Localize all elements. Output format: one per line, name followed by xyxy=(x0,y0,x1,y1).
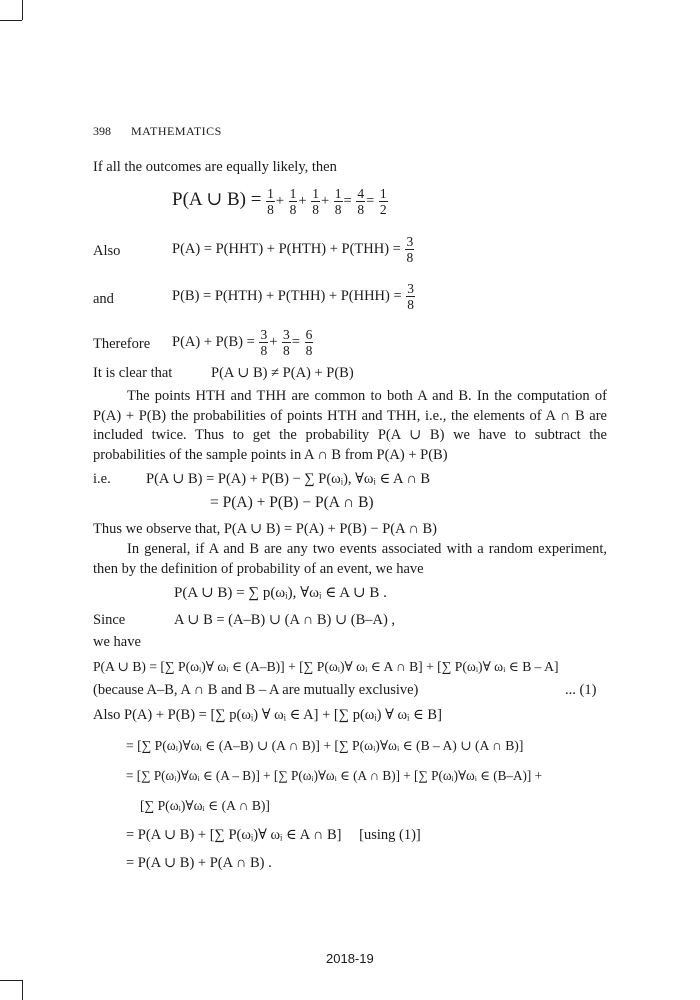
equation-1: P(A ∪ B) = $\frac{1}{8}$ + $\frac{1}{8}$ + $\frac{1}{8}$ + $\frac{1}{8}$ = $\frac{4}{8}$ = $\frac{1}{2}$ xyxy=(172,186,387,217)
also-label: Also xyxy=(93,243,121,259)
crop-mark-bottom-left-v xyxy=(22,980,23,1000)
therefore-equation: P(A) + P(B) = $\frac{3}{8}$ + $\frac{3}{8}$ = $\frac{6}{8}$ xyxy=(172,327,313,358)
because-line: (because A–B, A ∩ B and B – A are mutually exclusive) xyxy=(93,682,419,698)
step-5: = P(A ∪ B) + P(A ∩ B) . xyxy=(126,855,272,871)
fraction: $\frac{3}{8}$ xyxy=(406,234,414,265)
eq1-lhs: P(A ∪ B) = xyxy=(172,188,262,210)
ie-line-1: P(A ∪ B) = P(A) + P(B) − ∑ P(ωᵢ), ∀ωᵢ ∈ A ∩ B xyxy=(146,471,431,487)
equation-label-1: ... (1) xyxy=(565,682,597,698)
step-2: = [∑ P(ωᵢ)∀ωᵢ ∈ (A – B)] + [∑ P(ωᵢ)∀ωᵢ ∈ (A ∩ B)] + [∑ P(ωᵢ)∀ωᵢ ∈ (B–A)] + xyxy=(126,768,543,783)
page-number: 398 xyxy=(93,124,111,138)
crop-mark-top-left-h xyxy=(0,20,22,21)
ie-line-2: = P(A) + P(B) − P(A ∩ B) xyxy=(210,494,374,511)
step-3: [∑ P(ωᵢ)∀ωᵢ ∈ (A ∩ B)] xyxy=(140,798,270,813)
step-4: = P(A ∪ B) + [∑ P(ωᵢ)∀ ωᵢ ∈ A ∩ B] [using (1)] xyxy=(126,827,421,843)
running-title: MATHEMATICS xyxy=(131,124,222,138)
and-equation: P(B) = P(HTH) + P(THH) + P(HHH) = $\frac{3}{8}$ xyxy=(172,281,415,312)
fraction: $\frac{1}{8}$ xyxy=(267,186,274,217)
step-4-note: [using (1)] xyxy=(359,827,421,843)
since-expression: A ∪ B = (A–B) ∪ (A ∩ B) ∪ (B–A) , xyxy=(174,612,396,628)
fraction: $\frac{6}{8}$ xyxy=(305,327,313,358)
also-equation: P(A) = P(HHT) + P(HTH) + P(THH) = $\frac{3}{8}$ xyxy=(172,234,414,265)
paragraph-common-points: The points HTH and THH are common to both A and B. In the computation of P(A) + P(B) the probabilities of points HTH and THH, i.e., the elements of A ∩ B are included twice. Thus to get the probability P(A ∪ B) we have to subtract the probabilities of the sample points in A ∩ B from P(A) + P(B) xyxy=(93,388,607,463)
crop-mark-bottom-left-h xyxy=(0,980,22,981)
fraction: $\frac{1}{8}$ xyxy=(334,186,342,217)
fraction: $\frac{4}{8}$ xyxy=(357,186,365,217)
therefore-label: Therefore xyxy=(93,336,151,352)
crop-mark-top-left-v xyxy=(22,0,23,20)
union-decomposition: P(A ∪ B) = [∑ P(ωᵢ)∀ ωᵢ ∈ (A–B)] + [∑ P(ωᵢ)∀ ωᵢ ∈ A ∩ B] + [∑ P(ωᵢ)∀ ωᵢ ∈ B – A] xyxy=(93,659,559,674)
since-label: Since xyxy=(93,612,126,628)
step-1: = [∑ P(ωᵢ)∀ωᵢ ∈ (A–B) ∪ (A ∩ B)] + [∑ P(ωᵢ)∀ωᵢ ∈ (B – A) ∪ (A ∩ B)] xyxy=(126,738,524,753)
footer-year: 2018-19 xyxy=(326,951,374,966)
fraction: $\frac{1}{8}$ xyxy=(312,186,319,217)
fraction: $\frac{1}{2}$ xyxy=(379,186,387,217)
ie-label: i.e. xyxy=(93,471,111,487)
we-have-line: we have xyxy=(93,634,141,650)
paragraph-general: In general, if A and B are any two events associated with a random experiment, then by the definition of probability of an event, we have xyxy=(93,541,607,577)
fraction: $\frac{3}{8}$ xyxy=(283,327,290,358)
fraction: $\frac{3}{8}$ xyxy=(260,327,268,358)
thus-line: Thus we observe that, P(A ∪ B) = P(A) + P(B) − P(A ∩ B) xyxy=(93,521,437,537)
also-sum-line: Also P(A) + P(B) = [∑ p(ωᵢ) ∀ ωᵢ ∈ A] + [∑ p(ωᵢ) ∀ ωᵢ ∈ B] xyxy=(93,707,442,723)
and-label: and xyxy=(93,291,114,307)
intro-line: If all the outcomes are equally likely, then xyxy=(93,159,337,175)
fraction: $\frac{1}{8}$ xyxy=(289,186,297,217)
clear-expression: P(A ∪ B) ≠ P(A) + P(B) xyxy=(211,365,354,381)
definition-equation: P(A ∪ B) = ∑ p(ωᵢ), ∀ωᵢ ∈ A ∪ B . xyxy=(174,585,387,601)
fraction: $\frac{3}{8}$ xyxy=(407,281,415,312)
clear-label: It is clear that xyxy=(93,365,173,381)
